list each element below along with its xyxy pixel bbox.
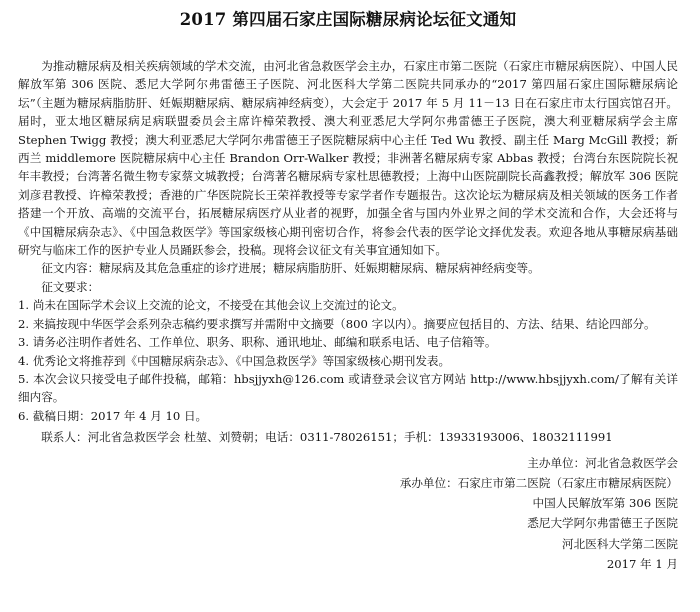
co-organizer-line: 承办单位：石家庄市第二医院（石家庄市糖尿病医院） — [399, 475, 678, 490]
signature-block — [18, 453, 678, 575]
organizer-line: 主办单位：河北省急救医学会 — [527, 455, 678, 470]
requirements-list — [18, 296, 678, 425]
page-title: 2017 第四届石家庄国际糖尿病论坛征文通知 — [179, 10, 517, 29]
intro-paragraph: 为推动糖尿病及相关疾病领域的学术交流，由河北省急救医学会主办，石家庄市第二医院（石家庄市糖尿病医院）、中国人民解放军第 306 医院、悉尼大学阿尔弗雷德王子医院、河北医科大学第二医院共同承办的“2017 第四届石家庄国际糖尿病论坛”（主题为糖尿病脂肪肝、妊娠期糖尿病、糖尿病神经病变），大会定于 2017 年 5 月 11－13 日在石家庄市太行国宾馆召开。届时，亚太地区糖尿病足病联盟委员会主席许樟荣教授、澳大利亚悉尼大学阿尔弗雷德王子医院，澳大利亚糖尿病学会主席 Stephen Twigg 教授；澳大利亚悉尼大学阿尔弗雷德王子医院糖尿病中心主任 Ted Wu 教授、副主任 Marg McGill 教授；新西兰 middlemore 医院糖尿病中心主任 Brandon Orr-Walker 教授；非洲著名糖尿病专家 Abbas 教授；台湾台东医院院长祝年丰教授；台湾著名微生物专家蔡文城教授；台湾著名糖尿病专家杜思德教授；上海中山医院副院长高鑫教授；解放军 306 医院刘彦君教授、许樟荣教授；香港的广华医院院长王荣祥教授等专家学者作专题报告。这次论坛为糖尿病及相关领域的医务工作者搭建一个开放、高端的交流平台，拓展糖尿病医疗从业者的视野，加强全省与国内外业界之间的学术交流和合作，大会还将与《中国糖尿病杂志》、《中国急救医学》等国家级核心期刊密切合作，将参会代表的医学论文择优发表。欢迎各地从事糖尿病基础研究与临床工作的医护专业人员踊跃参会，投稿。现将会议征文有关事宜通知如下。 — [18, 59, 678, 258]
date-line: 2017 年 1 月 — [606, 557, 678, 572]
requirement-item: 5. 本次会议只接受电子邮件投稿，邮箱：hbsjjyxh@126.com 或请登录会议官方网站 http://www.hbsjjyxh.com/了解有关详细内容。 — [18, 371, 678, 405]
co-organizer-line: 中国人民解放军第 306 医院 — [532, 496, 678, 511]
topics-line: 征文内容：糖尿病及其危急重症的诊疗进展；糖尿病脂肪肝、妊娠期糖尿病、糖尿病神经病变等。 — [41, 261, 540, 276]
contact-line: 联系人：河北省急救医学会 杜堃、刘赞朝；电话：0311-78026151；手机：13933193006、18032111991 — [41, 430, 613, 445]
requirement-item: 1. 尚未在国际学术会议上交流的论文，不接受在其他会议上交流过的论文。 — [18, 298, 404, 313]
co-organizer-line: 悉尼大学阿尔弗雷德王子医院 — [527, 516, 678, 531]
co-organizer-line: 河北医科大学第二医院 — [562, 536, 678, 551]
requirement-item: 3. 请务必注明作者姓名、工作单位、职务、职称、通讯地址、邮编和联系电话、电子信箱等。 — [18, 335, 497, 350]
requirements-heading: 征文要求： — [41, 279, 100, 294]
requirement-item: 2. 来搞按现中华医学会系列杂志稿约要求撰写并需附中文摘要（800 字以内）。摘要应包括目的、方法、结果、结论四部分。 — [18, 316, 656, 331]
requirement-item: 6. 截稿日期：2017 年 4 月 10 日。 — [18, 408, 208, 423]
requirement-item: 4. 优秀论文将推荐到《中国糖尿病杂志》、《中国急救医学》等国家级核心期刊发表。 — [18, 353, 451, 368]
